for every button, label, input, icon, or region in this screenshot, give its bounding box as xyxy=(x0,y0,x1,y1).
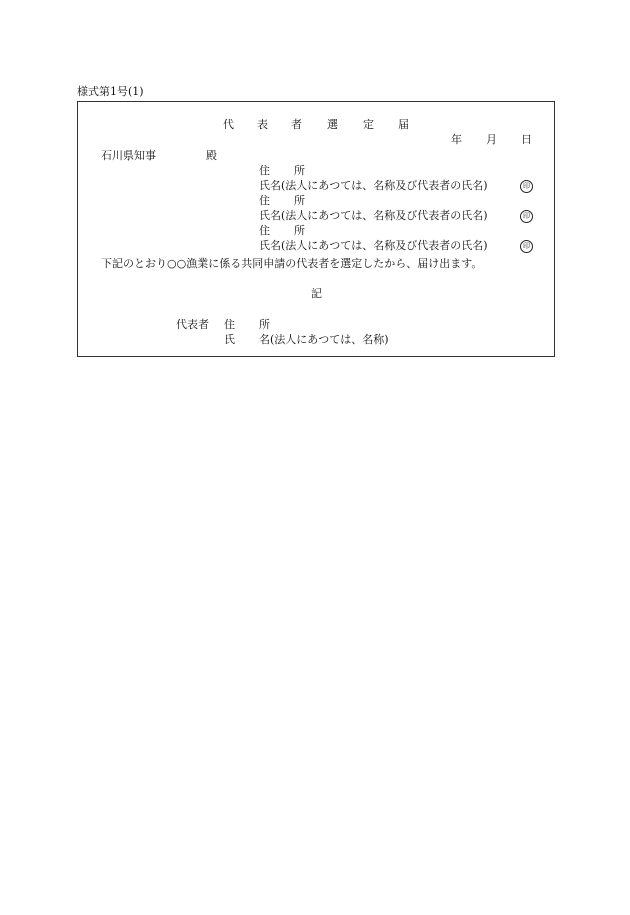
applicant-name-label: 氏名(法人にあつては、名称及び代表者の氏名) xyxy=(259,239,488,252)
seal-icon: 印 xyxy=(520,180,533,193)
form-frame xyxy=(77,101,555,357)
applicant-address-label: 住 xyxy=(259,194,270,207)
ki-heading: 記 xyxy=(311,287,322,300)
title-char: 定 xyxy=(363,118,374,131)
form-number: 様式第1号(1) xyxy=(77,85,144,98)
seal-mark xyxy=(516,179,533,193)
addressee-name: 石川県知事 xyxy=(101,149,156,162)
title-char: 届 xyxy=(398,118,409,131)
title-char: 代 xyxy=(223,118,234,131)
representative-name-label: 氏 xyxy=(224,333,235,346)
date-year-label: 年 xyxy=(451,133,462,146)
title-char: 表 xyxy=(257,118,268,131)
applicant-name-label: 氏名(法人にあつては、名称及び代表者の氏名) xyxy=(259,179,488,192)
seal-mark xyxy=(516,239,533,253)
representative-label: 代表者 xyxy=(176,318,209,331)
title-char: 者 xyxy=(291,118,302,131)
date-month-label: 月 xyxy=(486,133,497,146)
representative-name-label: 名(法人にあつては、名称) xyxy=(259,333,389,346)
applicant-address-label: 住 xyxy=(259,164,270,177)
date-day-label: 日 xyxy=(521,133,532,146)
applicant-address-label: 所 xyxy=(294,224,305,237)
seal-icon: 印 xyxy=(520,210,533,223)
representative-address-label: 住 xyxy=(224,318,235,331)
applicant-address-label: 住 xyxy=(259,224,270,237)
applicant-address-label: 所 xyxy=(294,164,305,177)
applicant-name-label: 氏名(法人にあつては、名称及び代表者の氏名) xyxy=(259,209,488,222)
body-text: 下記のとおり○○漁業に係る共同申請の代表者を選定したから、届け出ます。 xyxy=(101,257,483,270)
addressee-honorific: 殿 xyxy=(206,149,217,162)
representative-address-label: 所 xyxy=(259,318,270,331)
seal-mark xyxy=(516,209,533,223)
seal-icon: 印 xyxy=(520,240,533,253)
applicant-address-label: 所 xyxy=(294,194,305,207)
title-char: 選 xyxy=(327,118,338,131)
